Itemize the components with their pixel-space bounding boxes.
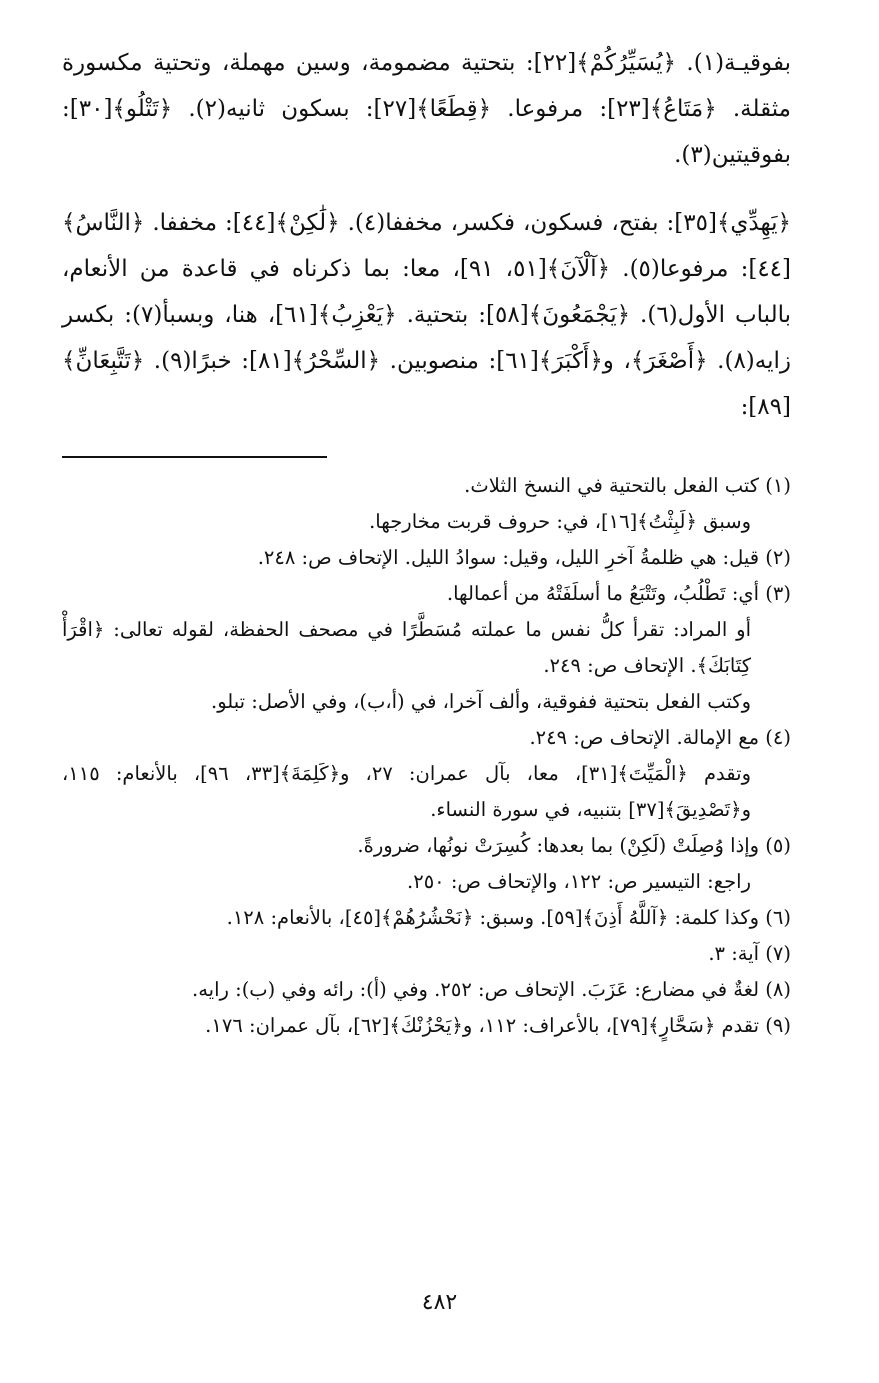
footnote-continuation: راجع: التيسير ص: ١٢٢، والإتحاف ص: ٢٥٠.	[407, 870, 751, 893]
footnote: (٦) وكذا كلمة: ﴿آللَّهُ أَذِنَ﴾[٥٩]. وسبق: ﴿نَحْشُرُهُمْ﴾[٤٥]، بالأنعام: ١٢٨.	[226, 906, 791, 929]
main-paragraph-1: بفوقيـة(١). ﴿يُسَيِّرُكُمْ﴾[٢٢]: بتحتية مضمومة، وسين مهملة، وتحتية مكسورة مثقلة. ﴿مَتَاعُ﴾[٢٣]: مرفوعا. ﴿قِطَعًا﴾[٢٧]: بسكون ثانيه(٢). ﴿تَتْلُو﴾[٣٠]: بفوقيتين(٣).	[62, 50, 792, 168]
footnote-separator	[62, 456, 327, 458]
footnote-continuation: وكتب الفعل بتحتية ففوقية، وألف آخرا، في (أ،ب)، وفي الأصل: تبلو.	[211, 690, 751, 713]
footnote: (٨) لغةٌ في مضارع: عَزَبَ. الإتحاف ص: ٢٥٢. وفي (أ): رائه وفي (ب): رايه.	[192, 978, 791, 1001]
page-number: ٤٨٢	[421, 1290, 458, 1315]
footnote: (٢) قيل: هي ظلمةُ آخرِ الليل، وقيل: سوادُ الليل. الإتحاف ص: ٢٤٨.	[257, 546, 791, 569]
footnote: (٥) وإذا وُصِلَتْ (لَكِنْ) بما بعدها: كُسِرَتْ نونُها، ضرورةً.	[357, 834, 791, 857]
footnote: (١) كتب الفعل بالتحتية في النسخ الثلاث.	[464, 474, 791, 497]
footnote-continuation: وتقدم ﴿الْمَيِّتَ﴾[٣١]، معا، بآل عمران: ٢٧، و﴿كَلِمَةَ﴾[٣٣، ٩٦]، بالأنعام: ١١٥، و﴿تَصْدِيقَ﴾[٣٧] بتنبيه، في سورة النساء.	[62, 762, 751, 821]
footnote-continuation: وسبق ﴿لَبِثْتُ﴾[١٦]، في: حروف قربت مخارجها.	[369, 510, 751, 533]
footnote: (٩) تقدم ﴿سَحَّارٍ﴾[٧٩]، بالأعراف: ١١٢، و﴿يَحْزُنْكَ﴾[٦٢]، بآل عمران: ١٧٦.	[205, 1014, 791, 1037]
footnote: (٤) مع الإمالة. الإتحاف ص: ٢٤٩.	[529, 726, 791, 749]
footnote-continuation: أو المراد: تقرأ كلُّ نفس ما عملته مُسَطَّرًا في مصحف الحفظة، لقوله تعالى: ﴿اقْرَأْ كِتَابَكَ﴾. الإتحاف ص: ٢٤٩.	[62, 618, 751, 677]
main-paragraph-2: ﴿يَهِدِّي﴾[٣٥]: بفتح، فسكون، فكسر، مخففا(٤). ﴿لَٰكِنْ﴾[٤٤]: مخففا. ﴿النَّاسُ﴾[٤٤]: مرفوعا(٥). ﴿آلْآنَ﴾[٥١، ٩١]، معا: بما ذكرناه في قاعدة من الأنعام، بالباب الأول(٦). ﴿يَجْمَعُونَ﴾[٥٨]: بتحتية. ﴿يَعْزِبُ﴾[٦١]، هنا، وبسبأ(٧): بكسر زايه(٨). ﴿أَصْغَرَ﴾، و﴿أَكْبَرَ﴾[٦١]: منصوبين. ﴿السِّحْرُ﴾[٨١]: خبرًا(٩). ﴿تَتَّبِعَانِّ﴾[٨٩]:	[62, 210, 792, 420]
footnote: (٣) أي: تَطْلُبُ، وتَتْبَعُ ما أسلَفَتْهُ من أعمالها.	[446, 582, 791, 605]
footnotes	[62, 468, 791, 1044]
footnote: (٧) آية: ٣.	[708, 942, 791, 965]
main-text	[62, 40, 791, 430]
